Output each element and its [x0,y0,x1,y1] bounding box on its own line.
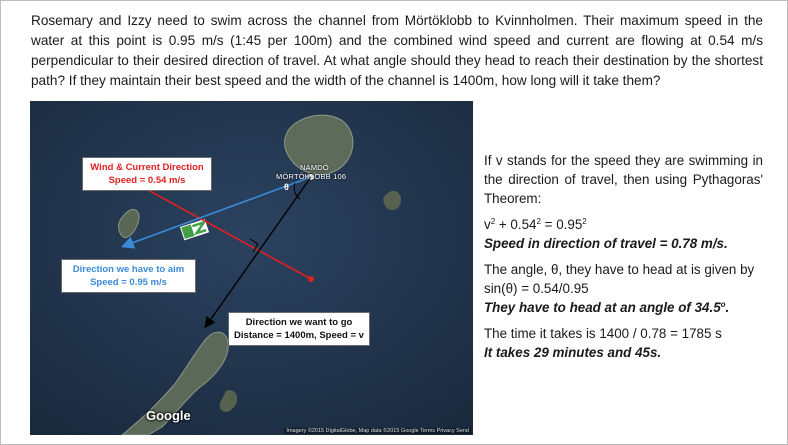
time-text: The time it takes is 1400 / 0.78 = 1785 s [484,326,722,341]
pythagoras-equation [484,215,763,234]
theta-label: θ [284,182,289,192]
go-label-box [228,312,370,346]
speed-result: Speed in direction of travel = 0.78 m/s. [484,236,728,251]
satellite-map [30,101,473,435]
aim-label-speed: Speed = 0.95 m/s [90,277,167,288]
angle-result-end: . [725,300,730,315]
eq-equals: = 0.95 [540,217,583,232]
place-name-mortoklobb: MÖRTÖKLOBB 106 [276,172,347,181]
place-label [276,163,346,181]
solution-intro: If v stands for the speed they are swimming in the direction of travel, then using Pythagoras' Theorem: [484,153,763,206]
solution-panel [484,151,763,362]
eq-exp-1: 2 [490,217,496,226]
angle-text-1: The angle, θ, they have to head at is given by [484,262,755,277]
eq-plus: + 0.54 [495,217,537,232]
eq-v: v [484,217,491,232]
current-label-box [82,157,212,191]
current-label-title: Wind & Current Direction [90,162,204,173]
aim-label-box [61,259,196,293]
place-name-namdo: NAMDÖ [300,163,329,172]
problem-statement: Rosemary and Izzy need to swim across the channel from Mörtöklobb to Kvinnholmen. Their maximum speed in the water at this point is 0.95 m/s (1:45 per 100m) and the combined wind speed and current are flowing at 0.54 m/s perpendicular to their desired direction of travel. At what angle should they head to reach their destination by the shortest path? If they maintain their best speed and the width of the channel is 1400m, how long will it take them? [31,13,763,88]
go-label-distance: Distance = 1400m, Speed = v [234,330,364,341]
eq-exp-3: 2 [582,217,587,226]
angle-text-2: sin(θ) = 0.54/0.95 [484,281,589,296]
current-label-speed: Speed = 0.54 m/s [108,175,186,186]
angle-result [484,298,763,317]
time-result: It takes 29 minutes and 45s. [484,345,662,360]
map-attribution: Imagery ©2015 DigitalGlobe, Map data ©2015 Google Terms Privacy Send [286,428,469,434]
aim-label-title: Direction we have to aim [72,264,185,275]
current-end-marker [308,276,314,282]
angle-degree: o [720,300,726,309]
go-label-title: Direction we want to go [245,317,353,328]
eq-exp-2: 2 [536,217,541,226]
angle-result-text: They have to head at an angle of 34.5 [484,300,721,315]
google-logo: Google [146,408,191,423]
